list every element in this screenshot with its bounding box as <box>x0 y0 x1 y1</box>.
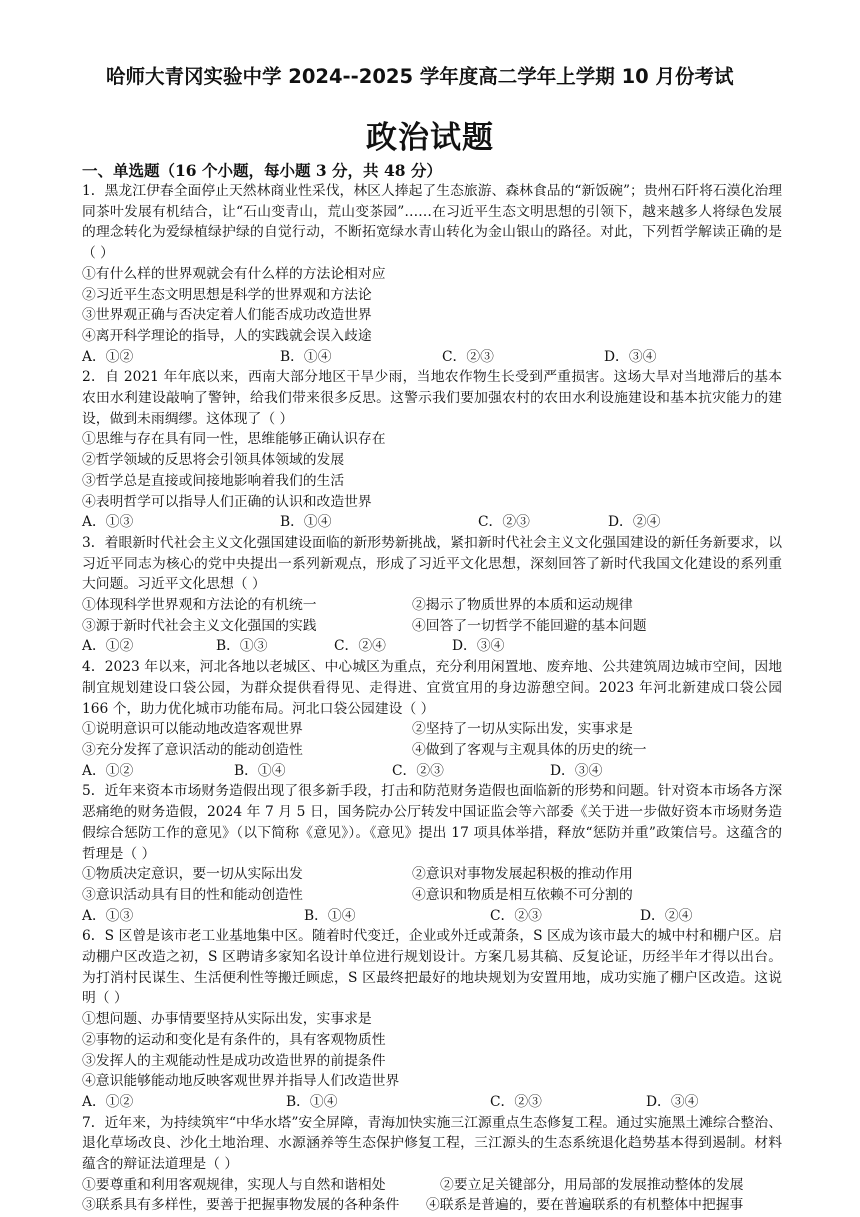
question-list <box>82 181 782 1216</box>
question-stem: 7．近年来，为持续筑牢“中华水塔”安全屏障，青海加快实施三江源重点生态修复工程。通过实施黑土滩综合整治、退化草场改良、沙化土地治理、水源涵养等生态保护修复工程，三江源头的生态系统退化趋势基本得到遏制。材料蕴含的辩证法道理是（ ） <box>82 1114 782 1173</box>
statement-option: ②要立足关键部分，用局部的发展推动整体的发展 <box>440 1176 744 1193</box>
choice-d: D．③④ <box>604 348 657 365</box>
exam-title: 哈师大青冈实验中学 2024--2025 学年度高二学年上学期 10 月份考试 <box>106 65 734 88</box>
section-heading: 一、单选题（16 个小题，每小题 3 分，共 48 分） <box>82 161 442 180</box>
question-stem: 1．黑龙江伊春全面停止天然林商业性采伐，林区人捧起了生态旅游、森林食品的“新饭碗”；贵州石阡将石漠化治理同茶叶发展有机结合，让“石山变青山，荒山变茶园”……在习近平生态文明思想的引领下，越来越多人将绿色发展的理念转化为爱绿植绿护绿的自觉行动，不断拓宽绿水青山转化为金山银山的路径。对此，下列哲学解读正确的是（ ） <box>82 183 782 262</box>
statement-option: ①要尊重和利用客观规律，实现人与自然和谐相处 <box>82 1176 386 1193</box>
statement-option: ④离开科学理论的指导，人的实践就会误入歧途 <box>82 327 372 344</box>
choice-d: D．③④ <box>452 638 505 655</box>
choice-c: C．②③ <box>478 514 530 531</box>
choice-d: D．②④ <box>608 514 661 531</box>
statement-option: ③充分发挥了意识活动的能动创造性 <box>82 741 303 758</box>
statement-row <box>82 595 782 616</box>
statement-row <box>82 885 782 906</box>
answer-choices <box>82 1092 782 1113</box>
question-stem: 5．近年来资本市场财务造假出现了很多新手段，打击和防范财务造假也面临新的形势和问题。针对资本市场各方深恶痛绝的财务造假，2024 年 7 月 5 日，国务院办公厅转发中国证监会等六部委《关于进一步做好资本市场财务造假综合惩防工作的意见》（以下简称《意见》）。《意见》提出 17 项具体举措，释放“惩防并重”政策信号。这蕴含的哲理是（ ） <box>82 783 782 862</box>
statement-option: ②事物的运动和变化是有条件的，具有客观物质性 <box>82 1031 386 1048</box>
statement-option: ①想问题、办事情要坚持从实际出发，实事求是 <box>82 1011 372 1028</box>
answer-choices <box>82 761 782 782</box>
choice-b: B．①④ <box>286 1093 338 1110</box>
statement-row <box>82 1195 782 1216</box>
statement-option: ①说明意识可以能动地改造客观世界 <box>82 721 303 738</box>
choice-b: B．①③ <box>216 638 268 655</box>
statement-option: ④回答了一切哲学不能回避的基本问题 <box>412 617 647 634</box>
statement-row <box>82 719 782 740</box>
statement-row <box>82 1175 782 1196</box>
question-stem: 6．S 区曾是该市老工业基地集中区。随着时代变迁，企业或外迁或萧条，S 区成为该市最大的城中村和棚户区。启动棚户区改造之初，S 区聘请多家知名设计单位进行规划设计。方案几易其稿、反复论证，历经半年才得以出台。为打消村民谋生、生活便利性等搬迁顾虑，S 区最终把最好的地块规划为安置用地，成功实施了棚户区改造。这说明（ ） <box>82 928 782 1007</box>
statement-option: ①体现科学世界观和方法论的有机统一 <box>82 597 317 614</box>
statement-row <box>82 616 782 637</box>
statement-option: ③世界观正确与否决定着人们能否成功改造世界 <box>82 307 372 324</box>
statement-option: ④意识和物质是相互依赖不可分割的 <box>412 886 633 903</box>
statement-option: ③发挥人的主观能动性是成功改造世界的前提条件 <box>82 1052 386 1069</box>
question-stem: 2．自 2021 年年底以来，西南大部分地区干旱少雨，当地农作物生长受到严重损害。这场大旱对当地滞后的基本农田水利建设敲响了警钟，给我们带来很多反思。这警示我们要加强农村的农田水利设施建设和基本抗灾能力的建设，做到未雨绸缪。这体现了（ ） <box>82 369 782 427</box>
question-stem: 3．着眼新时代社会主义文化强国建设面临的新形势新挑战，紧扣新时代社会主义文化强国建设的新任务新要求，以习近平同志为核心的党中央提出一系列新观点，形成了习近平文化思想，深刻回答了新时代我国文化建设的系列重大问题。习近平文化思想（ ） <box>82 534 782 593</box>
choice-d: D．②④ <box>640 907 693 924</box>
statement-option: ①思维与存在具有同一性，思维能够正确认识存在 <box>82 431 386 448</box>
choice-a: A．①② <box>82 638 134 655</box>
choice-a: A．①③ <box>82 514 134 531</box>
statement-row <box>82 864 782 885</box>
question-4 <box>82 657 782 781</box>
choice-a: A．①③ <box>82 907 134 924</box>
statement-option: ②意识对事物发展起积极的推动作用 <box>412 866 633 883</box>
choice-b: B．①④ <box>280 514 332 531</box>
statement-option: ④表明哲学可以指导人们正确的认识和改造世界 <box>82 493 372 510</box>
choice-c: C．②③ <box>392 762 444 779</box>
statement-option: ④联系是普遍的，要在普遍联系的有机整体中把握事 <box>426 1197 744 1214</box>
choice-d: D．③④ <box>550 762 603 779</box>
statement-option: ①有什么样的世界观就会有什么样的方法论相对应 <box>82 265 386 282</box>
statement-option: ④做到了客观与主观具体的历史的统一 <box>412 741 647 758</box>
statement-option: ③联系具有多样性，要善于把握事物发展的各种条件 <box>82 1197 400 1214</box>
choice-d: D．③④ <box>646 1093 699 1110</box>
choice-c: C．②③ <box>490 1093 542 1110</box>
question-3 <box>82 533 782 657</box>
choice-b: B．①④ <box>280 348 332 365</box>
choice-a: A．①② <box>82 348 134 365</box>
statement-option: ④意识能够能动地反映客观世界并指导人们改造世界 <box>82 1073 400 1090</box>
statement-row <box>82 740 782 761</box>
choice-a: A．①② <box>82 1093 134 1110</box>
statement-option: ③源于新时代社会主义文化强国的实践 <box>82 617 317 634</box>
statement-option: ②坚持了一切从实际出发，实事求是 <box>412 721 633 738</box>
answer-choices <box>82 906 782 927</box>
answer-choices <box>82 512 782 533</box>
question-2 <box>82 367 782 533</box>
question-1 <box>82 181 782 367</box>
choice-c: C．②③ <box>442 348 494 365</box>
statement-option: ②揭示了物质世界的本质和运动规律 <box>412 597 633 614</box>
subject-title: 政治试题 <box>366 120 494 156</box>
choice-b: B．①④ <box>304 907 356 924</box>
choice-c: C．②④ <box>334 638 386 655</box>
statement-option: ②习近平生态文明思想是科学的世界观和方法论 <box>82 286 372 303</box>
question-5 <box>82 781 782 926</box>
statement-option: ①物质决定意识，要一切从实际出发 <box>82 866 303 883</box>
answer-choices <box>82 636 782 657</box>
choice-a: A．①② <box>82 762 134 779</box>
question-7 <box>82 1113 782 1217</box>
statement-option: ③哲学总是直接或间接地影响着我们的生活 <box>82 472 345 489</box>
answer-choices <box>82 347 782 368</box>
statement-option: ②哲学领域的反思将会引领具体领域的发展 <box>82 452 345 469</box>
question-stem: 4．2023 年以来，河北各地以老城区、中心城区为重点，充分利用闲置地、废弃地、公共建筑周边城市空间，因地制宜规划建设口袋公园，为群众提供看得见、走得进、宜赏宜用的身边游憩空间。2023 年河北新建成口袋公园 166 个，助力优化城市功能布局。河北口袋公园建设（ ） <box>82 659 782 717</box>
statement-option: ③意识活动具有目的性和能动创造性 <box>82 886 303 903</box>
choice-c: C．②③ <box>490 907 542 924</box>
question-6 <box>82 926 782 1112</box>
choice-b: B．①④ <box>234 762 286 779</box>
